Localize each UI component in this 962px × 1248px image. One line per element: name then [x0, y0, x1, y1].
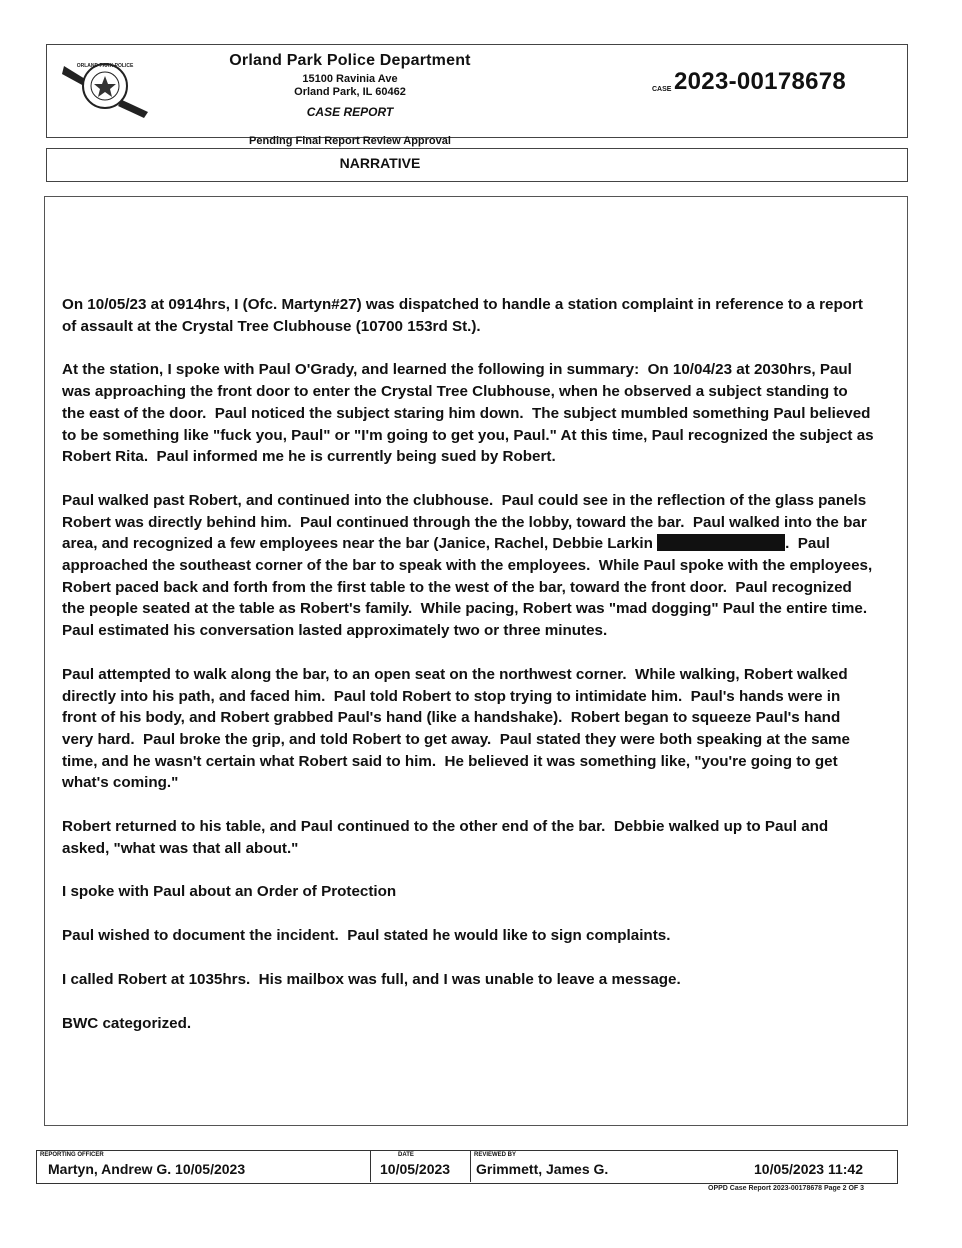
reviewed-by-label: REVIEWED BY [474, 1152, 517, 1158]
narrative-paragraph-3b: . Paul approached the southeast corner of the bar to speak with the employees. While Paul spoke with the employees, Robert paced back and forth from the first table to the west of the bar, toward the front door. Paul recognized the people seated at the table as Robert's family. While pacing, Robert was "mad dogging" Paul the entire time. Paul estimated his conversation lasted approximately two or three minutes. [62, 535, 877, 640]
redaction-bar [657, 534, 785, 551]
case-number: 2023-00178678 [674, 68, 847, 95]
narrative-paragraph-5: Robert returned to his table, and Paul continued to the other end of the bar. Debbie walked up to Paul and asked, "what was that all about." [62, 818, 833, 857]
officer-label: REPORTING OFFICER [40, 1152, 104, 1158]
reviewer-name: Grimmett, James G. [476, 1161, 609, 1177]
narrative-text [62, 294, 878, 1056]
department-name: Orland Park Police Department [229, 52, 471, 69]
footer-divider [370, 1150, 371, 1182]
logo-text: ORLAND PARK POLICE [76, 63, 134, 69]
review-timestamp: 10/05/2023 11:42 [754, 1161, 863, 1177]
case-label: CASE [652, 86, 672, 93]
review-status: Pending Final Report Review Approval [249, 135, 451, 147]
narrative-paragraph-7: Paul wished to document the incident. Paul stated he would like to sign complaints. [62, 927, 671, 945]
footer-divider [470, 1150, 471, 1182]
narrative-paragraph-4: Paul attempted to walk along the bar, to an open seat on the northwest corner. While walking, Robert walked directly into his path, and faced him. Paul told Robert to stop trying to intimidate him. Paul's hands were in front of his body, and Robert grabbed Paul's hand (like a handshake). Robert began to squeeze Paul's hand very hard. Paul broke the grip, and told Robert to get away. Paul stated they were both speaking at the same time, and he wasn't certain what Robert said to him. He believed it was something like, "you're going to get what's coming." [62, 665, 855, 792]
report-date: 10/05/2023 [380, 1161, 451, 1177]
reporting-officer: Martyn, Andrew G. 10/05/2023 [48, 1161, 246, 1177]
narrative-paragraph-9: BWC categorized. [62, 1014, 192, 1032]
narrative-paragraph-2: At the station, I spoke with Paul O'Grady, and learned the following in summary: On 10/04/23 at 2030hrs, Paul was approaching the front door to enter the Crystal Tree Clubhouse, when he observed a subject standing to the east of the door. Paul noticed the subject staring him down. The subject mumbled something Paul believed to be something like "fuck you, Paul" or "I'm going to get you, Paul." At this time, Paul recognized the subject as Robert Rita. Paul informed me he is currently being sued by Robert. [62, 361, 878, 466]
page-footer-note: OPPD Case Report 2023-00178678 Page 2 OF 3 [708, 1185, 865, 1192]
report-type: CASE REPORT [306, 105, 394, 119]
narrative-paragraph-6: I spoke with Paul about an Order of Protection [62, 883, 397, 901]
section-title: NARRATIVE [339, 155, 421, 171]
narrative-paragraph-3a: Paul walked past Robert, and continued into the clubhouse. Paul could see in the reflection of the glass panels Robert was directly behind him. Paul continued through the the lobby, toward the bar. Paul walked into the bar area, and recognized a few employees near the bar (Janice, Rachel, Debbie Larkin [62, 491, 871, 553]
address-line-1: 15100 Ravinia Ave [302, 73, 398, 85]
date-label: DATE [398, 1152, 414, 1158]
narrative-paragraph-1: On 10/05/23 at 0914hrs, I (Ofc. Martyn#27) was dispatched to handle a station complaint in reference to a report of assault at the Crystal Tree Clubhouse (10700 153rd St.). [62, 296, 868, 335]
police-badge-logo [60, 52, 150, 120]
narrative-paragraph-3 [62, 490, 877, 642]
address-line-2: Orland Park, IL 60462 [294, 86, 406, 98]
narrative-paragraph-8: I called Robert at 1035hrs. His mailbox was full, and I was unable to leave a message. [62, 970, 681, 988]
